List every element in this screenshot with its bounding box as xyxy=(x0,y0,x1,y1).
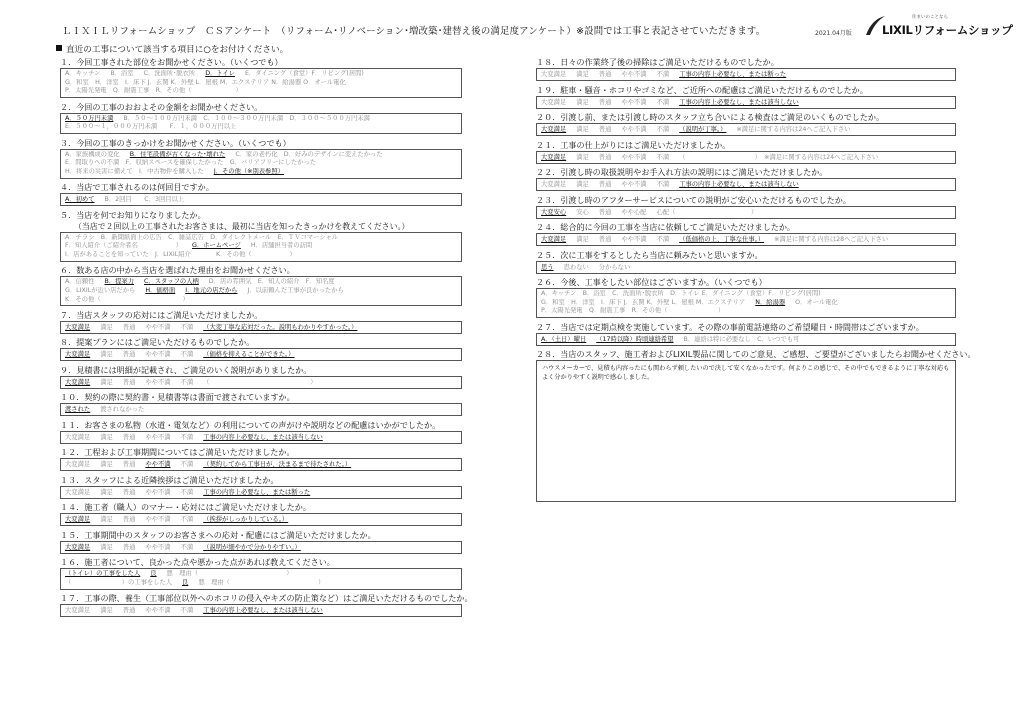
survey-question xyxy=(60,56,462,98)
answer-option[interactable]: 安心 xyxy=(576,208,589,216)
answer-box xyxy=(60,321,462,334)
question-title: ２７．当店では定期点検を実施しています。その際の事前電話連絡のご希望曜日・時間帯はございますか。 xyxy=(536,321,924,332)
answer-box xyxy=(536,96,956,109)
answer-box xyxy=(60,431,462,444)
answer-box xyxy=(60,604,462,617)
answer-line xyxy=(65,405,457,415)
answer-option[interactable]: 悪 理由（ ） xyxy=(166,570,293,578)
answer-option[interactable]: 普通 xyxy=(122,433,136,441)
answer-box xyxy=(536,151,956,164)
survey-question xyxy=(536,221,956,246)
answer-option[interactable]: やや不満 xyxy=(145,378,171,386)
lixil-logo xyxy=(864,13,1013,39)
answer-line xyxy=(65,543,457,553)
answer-box xyxy=(536,178,956,191)
answer-option[interactable]: やや不満 xyxy=(145,607,171,615)
answer-option-selected[interactable]: 大変満足 xyxy=(65,351,91,359)
answer-option-selected[interactable]: （大変丁寧な応対だった。説明もわかりやすかった。） xyxy=(203,323,358,331)
answer-option[interactable]: 大変満足 xyxy=(541,181,567,188)
answer-option[interactable]: 不満 xyxy=(180,461,194,469)
answer-option[interactable]: やや不満 xyxy=(621,98,647,106)
survey-question xyxy=(60,419,462,444)
answer-box xyxy=(60,193,462,206)
question-title: １８．日々の作業終了後の掃除はご満足いただけるものでしたか。 xyxy=(536,57,779,67)
answer-box xyxy=(60,458,462,471)
answer-line xyxy=(541,153,951,163)
answer-line xyxy=(65,433,457,443)
question-title: ７．当店スタッフの応対にはご満足いただけましたか。 xyxy=(60,309,263,320)
survey-question xyxy=(536,166,956,191)
answer-option[interactable]: B．連絡は特に必要なし C．いつでも可 xyxy=(683,335,800,343)
survey-header-title: ＬＩＸＩＬリフォームショップ ＣＳアンケート （リフォーム･リノベーション･増改築･建替え後の満足度アンケート）※設問では工事と表記させていただきます。 xyxy=(62,26,766,37)
answer-option[interactable]: 普通 xyxy=(598,71,612,78)
answer-line xyxy=(541,299,951,308)
answer-option[interactable]: 思わない xyxy=(563,263,589,271)
answer-option[interactable]: 分からない xyxy=(598,263,631,271)
answer-line xyxy=(541,98,951,108)
answer-option[interactable]: B．浴室 xyxy=(110,70,134,77)
answer-option[interactable]: 大変満足 xyxy=(541,98,567,106)
answer-option[interactable]: 不満 xyxy=(656,181,670,188)
answer-option[interactable]: ※満足に関する内容は24へご記入下さい xyxy=(736,126,851,133)
answer-line xyxy=(65,151,457,160)
answer-option[interactable]: 大変満足 xyxy=(541,71,567,78)
question-title: ８．提案プランにはご満足いただけるものでしたか。 xyxy=(60,337,255,348)
question-title: １１．お客さまの私物（水道・電気など）の利用についての声がけや説明などの配慮はいかがでしたか。 xyxy=(60,419,441,430)
answer-option[interactable]: （ ） ※満足に関する内容は24へご記入下さい xyxy=(679,153,879,161)
answer-option-selected[interactable]: I．地元の店だから xyxy=(185,286,238,294)
answer-option[interactable]: H．店舗担当者の訪問 xyxy=(250,242,313,250)
answer-box xyxy=(536,261,956,274)
answer-line xyxy=(65,79,457,88)
answer-option[interactable]: 普通 xyxy=(598,153,612,161)
answer-option[interactable]: 満足 xyxy=(100,351,113,359)
answer-option[interactable]: 普通 xyxy=(598,126,612,133)
answer-option[interactable]: 満足 xyxy=(100,543,113,551)
survey-question xyxy=(60,474,462,499)
answer-option[interactable]: 普通 xyxy=(122,516,136,524)
answer-option[interactable]: E．ダイニング（食堂）F．リビング(居間) xyxy=(244,70,364,77)
answer-line xyxy=(65,570,457,579)
answer-line xyxy=(541,263,951,273)
survey-question xyxy=(536,194,956,219)
answer-line xyxy=(541,290,951,299)
answer-line xyxy=(65,115,457,124)
answer-line xyxy=(541,125,951,135)
answer-line xyxy=(65,296,457,305)
answer-option[interactable]: 悪 理由（ ） xyxy=(198,579,325,587)
survey-question xyxy=(60,501,462,526)
answer-option[interactable]: やや不満 xyxy=(621,126,647,133)
answer-option-selected[interactable]: （低価格の上、丁寧な仕事。） xyxy=(679,236,765,243)
answer-option[interactable]: 満足 xyxy=(100,461,113,469)
survey-question xyxy=(60,101,462,134)
survey-question xyxy=(536,348,976,502)
logo-text: LIXILリフォームショップ xyxy=(882,23,1013,37)
question-title: １２．工程および工事期間についてはご満足いただけましたか。 xyxy=(60,447,295,458)
answer-line xyxy=(541,180,951,190)
answer-option[interactable]: 普通 xyxy=(598,98,612,106)
question-title: ２６．今後、工事をしたい部位はございますか。（いくつでも） xyxy=(536,277,767,287)
answer-option-selected[interactable]: A．（土日）曜日 xyxy=(541,335,587,343)
survey-question xyxy=(60,364,462,389)
answer-box xyxy=(60,541,462,554)
answer-option[interactable]: やや不満 xyxy=(145,323,171,331)
answer-option[interactable]: 大変満足 xyxy=(65,607,91,615)
answer-option[interactable]: 満足 xyxy=(100,488,113,496)
answer-option-selected[interactable]: 工事の内容上必要なし、または該当しない xyxy=(679,98,799,106)
question-title: １６．施工者について、良かった点や悪かった点があれば教えてください。 xyxy=(60,557,335,568)
question-title: ６．数ある店の中から当店を選ばれた理由をお聞かせください。 xyxy=(60,265,295,276)
answer-option-selected[interactable]: 良 xyxy=(150,570,157,578)
answer-option-selected[interactable]: （17時以降）時頃連絡希望 xyxy=(596,335,674,343)
answer-option[interactable]: B．2回目 C．3回目以上 xyxy=(104,196,185,204)
answer-box xyxy=(60,232,462,262)
answer-option[interactable]: 普通 xyxy=(122,543,136,551)
answer-line xyxy=(65,515,457,525)
square-bullet-icon xyxy=(56,45,62,51)
answer-line xyxy=(541,235,951,245)
answer-box xyxy=(60,348,462,361)
question-title: ２０．引渡し前、または引渡し時のスタッフ立ち合いによる検査はご満足のいくものでしたか。 xyxy=(536,112,885,122)
answer-option-selected[interactable]: （説明が細やかで分かりやすい。） xyxy=(203,543,301,551)
answer-line xyxy=(65,70,457,79)
answer-line xyxy=(65,350,457,360)
answer-box xyxy=(60,486,462,499)
answer-box xyxy=(60,68,462,98)
answer-option-selected[interactable]: 渡された xyxy=(65,406,91,414)
answer-option[interactable]: 普通 xyxy=(122,607,136,615)
left-question-column xyxy=(60,56,473,620)
survey-question xyxy=(536,111,956,136)
answer-line xyxy=(65,159,457,168)
answer-option[interactable]: 普通 xyxy=(122,323,136,331)
answer-option[interactable]: 満足 xyxy=(576,98,589,106)
answer-option[interactable]: ※満足に関する内容は28へご記入下さい xyxy=(774,236,889,243)
answer-option[interactable]: A．チラシ B．新聞紙面上の広告 C．雑誌広告 D．ダイレクトメール E．ＴＶコマーシャル xyxy=(65,233,339,241)
answer-option-selected[interactable]: 工事の内容上必要なし、または断った xyxy=(203,488,311,496)
question-title: １４．施工者（職人）のマナー・応対にはご満足いただけましたか。 xyxy=(60,502,311,513)
answer-line xyxy=(65,123,457,132)
answer-option-selected[interactable]: 大変満足 xyxy=(65,378,91,386)
answer-option[interactable]: 普通 xyxy=(122,461,136,469)
answer-line xyxy=(65,378,457,388)
survey-instructions xyxy=(56,43,288,55)
answer-option[interactable]: E．間取りへの不満 F．収納スペースを確保したかった G．バリアフリーにしたかった xyxy=(65,159,317,167)
survey-question xyxy=(60,209,462,262)
answer-option[interactable]: 大変満足 xyxy=(65,488,91,496)
answer-option[interactable]: 満足 xyxy=(100,433,113,441)
question-title: １０．契約の際に契約書・見積書等は書面で渡されていますか。 xyxy=(60,392,295,403)
question-title: ２１．工事の仕上がりにはご満足いただけましたか。 xyxy=(536,139,731,150)
question-subtitle: （当店で２回以上の工事されたお客さまは、最初に当店を知ったきっかけを教えてください。） xyxy=(74,221,410,231)
answer-option-selected[interactable]: 大変満足 xyxy=(65,516,91,524)
answer-line xyxy=(65,323,457,333)
answer-option[interactable]: （ ） xyxy=(203,378,317,386)
question-title: １７．工事の際、養生（工事部位以外へのホコリの侵入やキズの防止策など）はご満足いただけるものでしたか。 xyxy=(60,593,473,604)
answer-line xyxy=(65,168,457,177)
answer-line xyxy=(65,195,457,205)
answer-line xyxy=(65,606,457,616)
answer-option[interactable]: 満足 xyxy=(576,181,589,188)
answer-option[interactable]: A．キッチン xyxy=(65,70,101,77)
answer-box xyxy=(60,276,462,306)
answer-option-selected[interactable]: （価格を抑えることができた。） xyxy=(203,351,295,359)
answer-option[interactable]: やや不満 xyxy=(145,433,171,441)
answer-line xyxy=(541,307,951,316)
answer-option[interactable]: 満足 xyxy=(576,126,589,133)
form-version-date: 2021.04月版 xyxy=(815,30,852,37)
answer-option[interactable]: 満足 xyxy=(100,378,113,386)
answer-option[interactable]: 不満 xyxy=(180,378,194,386)
answer-line xyxy=(65,460,457,470)
answer-option[interactable]: K．その他（ ） xyxy=(65,295,189,303)
answer-line xyxy=(65,87,457,96)
answer-option[interactable]: やや不満 xyxy=(621,153,647,161)
answer-option[interactable]: 普通 xyxy=(122,378,136,386)
answer-option[interactable]: H．将来の災害に備えて I．中古物件を購入した xyxy=(65,167,204,175)
answer-option[interactable]: 満足 xyxy=(100,323,113,331)
answer-option[interactable]: 満足 xyxy=(100,516,113,524)
answer-option[interactable]: やや不満 xyxy=(145,516,171,524)
answer-option[interactable]: 不満 xyxy=(180,516,194,524)
answer-option[interactable]: C．家の老朽化 D．好みのデザインに変えたかった xyxy=(235,150,383,158)
answer-box xyxy=(536,333,956,346)
answer-option[interactable]: 満足 xyxy=(576,236,589,243)
question-title: ３．今回の工事のきっかけをお聞かせください。（いくつでも） xyxy=(60,137,291,148)
answer-option-selected[interactable]: 工事の内容上必要なし、または該当しない xyxy=(203,433,323,441)
answer-option[interactable]: A．キッチン B．浴室 C．洗面所･脱衣所 D．トイレ E．ダイニング（食堂）F．リビング(居間) xyxy=(541,290,821,297)
instructions-text: 直近の工事について該当する項目に○をお付けください。 xyxy=(66,45,289,55)
answer-option-selected[interactable]: 思う xyxy=(541,263,554,271)
answer-option[interactable]: D．店の雰囲気 E．知人の紹介 F．知名度 xyxy=(208,278,335,286)
answer-line xyxy=(65,287,457,296)
answer-option[interactable]: 不満 xyxy=(180,607,194,615)
answer-line xyxy=(65,488,457,498)
answer-option[interactable]: 満足 xyxy=(576,71,589,78)
answer-option[interactable]: I．店があることを知っていた J．LIXIL紹介 K．その他（ ） xyxy=(65,251,296,259)
answer-option[interactable]: 普通 xyxy=(122,351,136,359)
survey-question xyxy=(60,264,462,306)
survey-question xyxy=(536,321,956,346)
answer-box xyxy=(60,513,462,526)
answer-line xyxy=(541,335,951,345)
answer-option[interactable]: やや不満 xyxy=(621,181,647,188)
survey-question xyxy=(60,529,462,554)
answer-box xyxy=(536,288,956,318)
answer-option[interactable]: 不満 xyxy=(656,126,670,133)
answer-option[interactable]: 不満 xyxy=(656,71,670,78)
question-title: １９．駐車・騒音・ホコリやゴミなど、ご近所への配慮はご満足いただけるものでしたか。 xyxy=(536,84,868,95)
survey-question xyxy=(60,137,462,179)
answer-option-selected[interactable]: G．ホームページ xyxy=(191,242,241,250)
answer-option-selected[interactable]: B．住宅設備が古くなった･壊れた xyxy=(129,150,226,158)
answer-option-selected[interactable]: （契約してから工事日が、決まるまで待たされた。） xyxy=(203,461,352,469)
question-title: ２３．引渡し時のアフターサービスについての説明がご安心いただけるものでしたか。 xyxy=(536,194,851,205)
question-title: １３．スタッフによる近隣挨拶はご満足いただけましたか。 xyxy=(60,474,279,485)
answer-option-selected[interactable]: 大変満足 xyxy=(541,236,567,243)
survey-question xyxy=(60,181,462,206)
question-title: ２４．総合的に今回の工事を当店に依頼してご満足いただけましたか。 xyxy=(536,222,796,232)
answer-option-selected[interactable]: （トイレ）の工事をした人 xyxy=(65,570,141,578)
answer-line xyxy=(65,251,457,260)
answer-option-selected[interactable]: J．その他（※別表参照） xyxy=(213,167,284,175)
answer-box xyxy=(536,68,956,81)
answer-option-selected[interactable]: H．価格面 xyxy=(145,286,176,294)
answer-option[interactable]: 渡されなかった xyxy=(100,406,145,414)
answer-box xyxy=(60,568,462,589)
answer-option-selected[interactable]: 工事の内容上必要なし、または該当しない xyxy=(203,607,323,615)
survey-question xyxy=(536,139,956,164)
answer-option[interactable]: （ ）の工事をした人 xyxy=(65,579,173,587)
answer-option[interactable]: 普通 xyxy=(598,208,612,216)
survey-question xyxy=(60,309,462,334)
survey-question xyxy=(536,276,956,318)
answer-option[interactable]: 不満 xyxy=(180,323,194,331)
answer-option-selected[interactable]: （説明が丁寧。） xyxy=(679,126,727,133)
answer-option-selected[interactable]: C．スタッフの人柄 xyxy=(144,278,199,286)
answer-option[interactable]: やや不満 xyxy=(145,351,171,359)
answer-option[interactable]: 不満 xyxy=(180,543,194,551)
answer-option[interactable]: 不満 xyxy=(656,153,670,161)
answer-option[interactable]: 普通 xyxy=(598,236,612,243)
answer-line xyxy=(65,579,457,588)
answer-option-selected[interactable]: 大変満足 xyxy=(65,323,91,331)
answer-option[interactable]: 不満 xyxy=(180,433,194,441)
logo-tagline: 住まいのことなら xyxy=(912,15,948,20)
answer-option-selected[interactable]: やや不満 xyxy=(145,461,171,469)
answer-option[interactable]: 心配（ ） xyxy=(656,208,758,216)
survey-question xyxy=(60,446,462,471)
answer-option-selected[interactable]: D．トイレ xyxy=(205,70,235,77)
answer-option[interactable]: B．５０～１００万円未満 C．１００～３００万円未満 D．３００～５００万円未満 xyxy=(123,114,370,122)
answer-option[interactable]: J．以前頼んだ工事が良かったから xyxy=(247,286,344,294)
answer-line xyxy=(65,278,457,287)
answer-box xyxy=(536,206,956,219)
question-title: ５．当店を何でお知りになりましたか。 xyxy=(60,209,206,220)
answer-option[interactable]: 不満 xyxy=(180,488,194,496)
answer-option-selected[interactable]: 大変満足 xyxy=(541,126,567,133)
answer-option[interactable]: やや不満 xyxy=(621,71,647,78)
answer-option[interactable]: 満足 xyxy=(576,153,589,161)
answer-option-selected[interactable]: 工事の内容上必要なし、または該当しない xyxy=(679,181,799,188)
answer-option[interactable]: A．家族構成の変化 xyxy=(65,150,120,158)
answer-option[interactable]: G．和室 H．洋室 I．床下 J．玄関 K．外壁 L．屋根 M．エクステリア xyxy=(541,298,746,306)
question-title: ４．当店で工事されるのは何回目ですか。 xyxy=(60,182,214,193)
survey-question xyxy=(60,391,462,416)
answer-box xyxy=(536,233,956,246)
answer-option-selected[interactable]: 大変安心 xyxy=(541,208,567,216)
question-title: ９．見積書には明細が記載され、ご満足のいく説明がありましたか。 xyxy=(60,364,312,375)
question-title: ２２．引渡し時の取扱説明やお手入れ方法の説明にはご満足いただけましたか。 xyxy=(536,167,828,177)
answer-option[interactable]: 不満 xyxy=(656,236,670,243)
answer-option[interactable]: 大変満足 xyxy=(65,433,91,441)
answer-option-selected[interactable]: B．提案力 xyxy=(104,278,135,286)
answer-option[interactable]: P．太陽光発電 Q．耐震工事 R．その他（ ） xyxy=(65,87,242,95)
answer-option[interactable]: C．洗面所･脱衣所 xyxy=(143,70,196,77)
answer-option[interactable]: やや不満 xyxy=(621,236,647,243)
answer-option-selected[interactable]: 良 xyxy=(182,579,189,587)
answer-option[interactable]: O．オール電化 xyxy=(795,298,838,306)
free-comment-box[interactable]: ハウスメーカーで、見積も内容ったにも関わらず頼したいので決して安くなかったです。何よりこの感じで、その中でもできるように丁寧な対応もよく分かりやすく説明で感心しました。 xyxy=(536,360,956,502)
survey-question xyxy=(536,84,956,109)
answer-option[interactable]: A．信頼性 xyxy=(65,278,95,286)
answer-option-selected[interactable]: A．初めて xyxy=(65,196,95,204)
answer-option[interactable]: G．和室 H．洋室 I．床下 J．玄関 K．外壁 L．屋根 M．エクステリア N．給湯器 O．オール電化 xyxy=(65,78,346,86)
answer-option[interactable]: G．LIXILが近い店だから xyxy=(65,286,136,294)
answer-line xyxy=(65,242,457,251)
survey-question xyxy=(60,336,462,361)
answer-box xyxy=(60,376,462,389)
answer-option-selected[interactable]: （挨拶がしっかりしている。） xyxy=(203,516,289,524)
answer-line xyxy=(541,208,951,218)
question-title: １．今回工事された部位をお聞かせください。（いくつでも） xyxy=(60,57,283,67)
answer-option[interactable]: やや不満 xyxy=(145,488,171,496)
answer-line xyxy=(541,70,951,80)
answer-option-selected[interactable]: N．給湯器 xyxy=(755,298,786,306)
answer-option[interactable]: 不満 xyxy=(180,351,194,359)
right-question-column xyxy=(536,56,976,505)
survey-question xyxy=(60,592,473,617)
survey-question xyxy=(60,556,462,589)
survey-question xyxy=(536,56,956,81)
answer-option[interactable]: 満足 xyxy=(100,607,113,615)
answer-option-selected[interactable]: A．５０万円未満 xyxy=(65,114,114,122)
survey-question xyxy=(536,249,956,274)
answer-option-selected[interactable]: 工事の内容上必要なし、または断った xyxy=(679,71,787,78)
answer-option[interactable]: 大変満足 xyxy=(65,461,91,469)
answer-option[interactable]: 不満 xyxy=(656,98,670,106)
question-title: ２８．当店のスタッフ、施工者およびLIXIL製品に関してのご意見、ご感想、ご要望がございましたらお聞かせください。 xyxy=(536,349,976,360)
answer-option[interactable]: P．太陽光発電 Q．耐震工事 R．その他（ ） xyxy=(541,307,725,315)
answer-option-selected[interactable]: 大変満足 xyxy=(541,153,567,161)
answer-option[interactable]: 普通 xyxy=(122,488,136,496)
answer-box xyxy=(60,403,462,416)
answer-option[interactable]: F．知人紹介（ご紹介者名 ） xyxy=(65,242,182,250)
answer-line xyxy=(65,234,457,243)
question-title: １５．工事期間中のスタッフのお客さまへの応対・配慮にはご満足いただけましたか。 xyxy=(60,529,376,540)
answer-option-selected[interactable]: 大変満足 xyxy=(65,543,91,551)
question-title: ２５．次に工事をするとしたら当店に頼みたいと思いますか。 xyxy=(536,249,763,260)
answer-option[interactable]: E．５００～１，０００万円未満 F．１，０００万円以上 xyxy=(65,123,237,131)
answer-box xyxy=(60,149,462,179)
question-title: ２．今回の工事のおおよその金額をお聞かせください。 xyxy=(60,101,263,112)
answer-option[interactable]: 普通 xyxy=(598,181,612,188)
answer-box xyxy=(60,113,462,134)
answer-box xyxy=(536,123,956,136)
answer-option[interactable]: やや心配 xyxy=(621,208,647,216)
answer-option[interactable]: やや不満 xyxy=(145,543,171,551)
